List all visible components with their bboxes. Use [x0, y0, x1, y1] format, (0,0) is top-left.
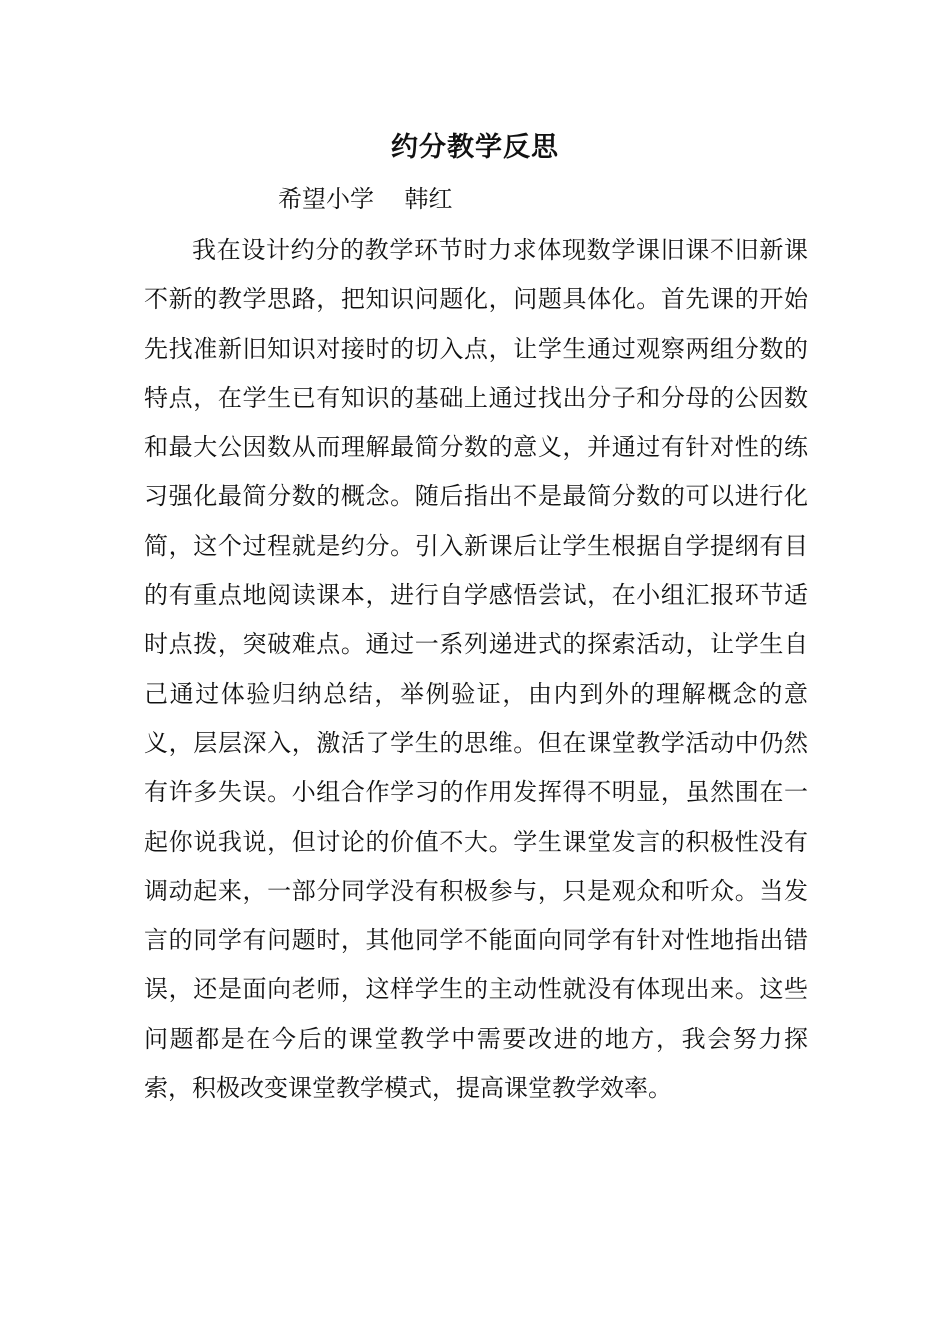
author-byline: 希望小学 韩红 [278, 185, 453, 213]
document-title: 约分教学反思 [391, 132, 559, 163]
body-paragraph: 我在设计约分的教学环节时力求体现数学课旧课不旧新课不新的教学思路，把知识问题化，问题具体化。首先课的开始先找准新旧知识对接时的切入点，让学生通过观察两组分数的特点，在学生已有知识的基础上通过找出分子和分母的公因数和最大公因数从而理解最简分数的意义，并通过有针对性的练习强化最简分数的概念。随后指出不是最简分数的可以进行化简，这个过程就是约分。引入新课后让学生根据自学提纲有目的有重点地阅读课本，进行自学感悟尝试，在小组汇报环节适时点拨，突破难点。通过一系列递进式的探索活动，让学生自己通过体验归纳总结，举例验证，由内到外的理解概念的意义，层层深入，激活了学生的思维。但在课堂教学活动中仍然有许多失误。小组合作学习的作用发挥得不明显，虽然围在一起你说我说，但讨论的价值不大。学生课堂发言的积极性没有调动起来，一部分同学没有积极参与，只是观众和听众。当发言的同学有问题时，其他同学不能面向同学有针对性地指出错误，还是面向老师，这样学生的主动性就没有体现出来。这些问题都是在今后的课堂教学中需要改进的地方，我会努力探索，积极改变课堂教学模式，提高课堂教学效率。 [144, 236, 808, 1103]
